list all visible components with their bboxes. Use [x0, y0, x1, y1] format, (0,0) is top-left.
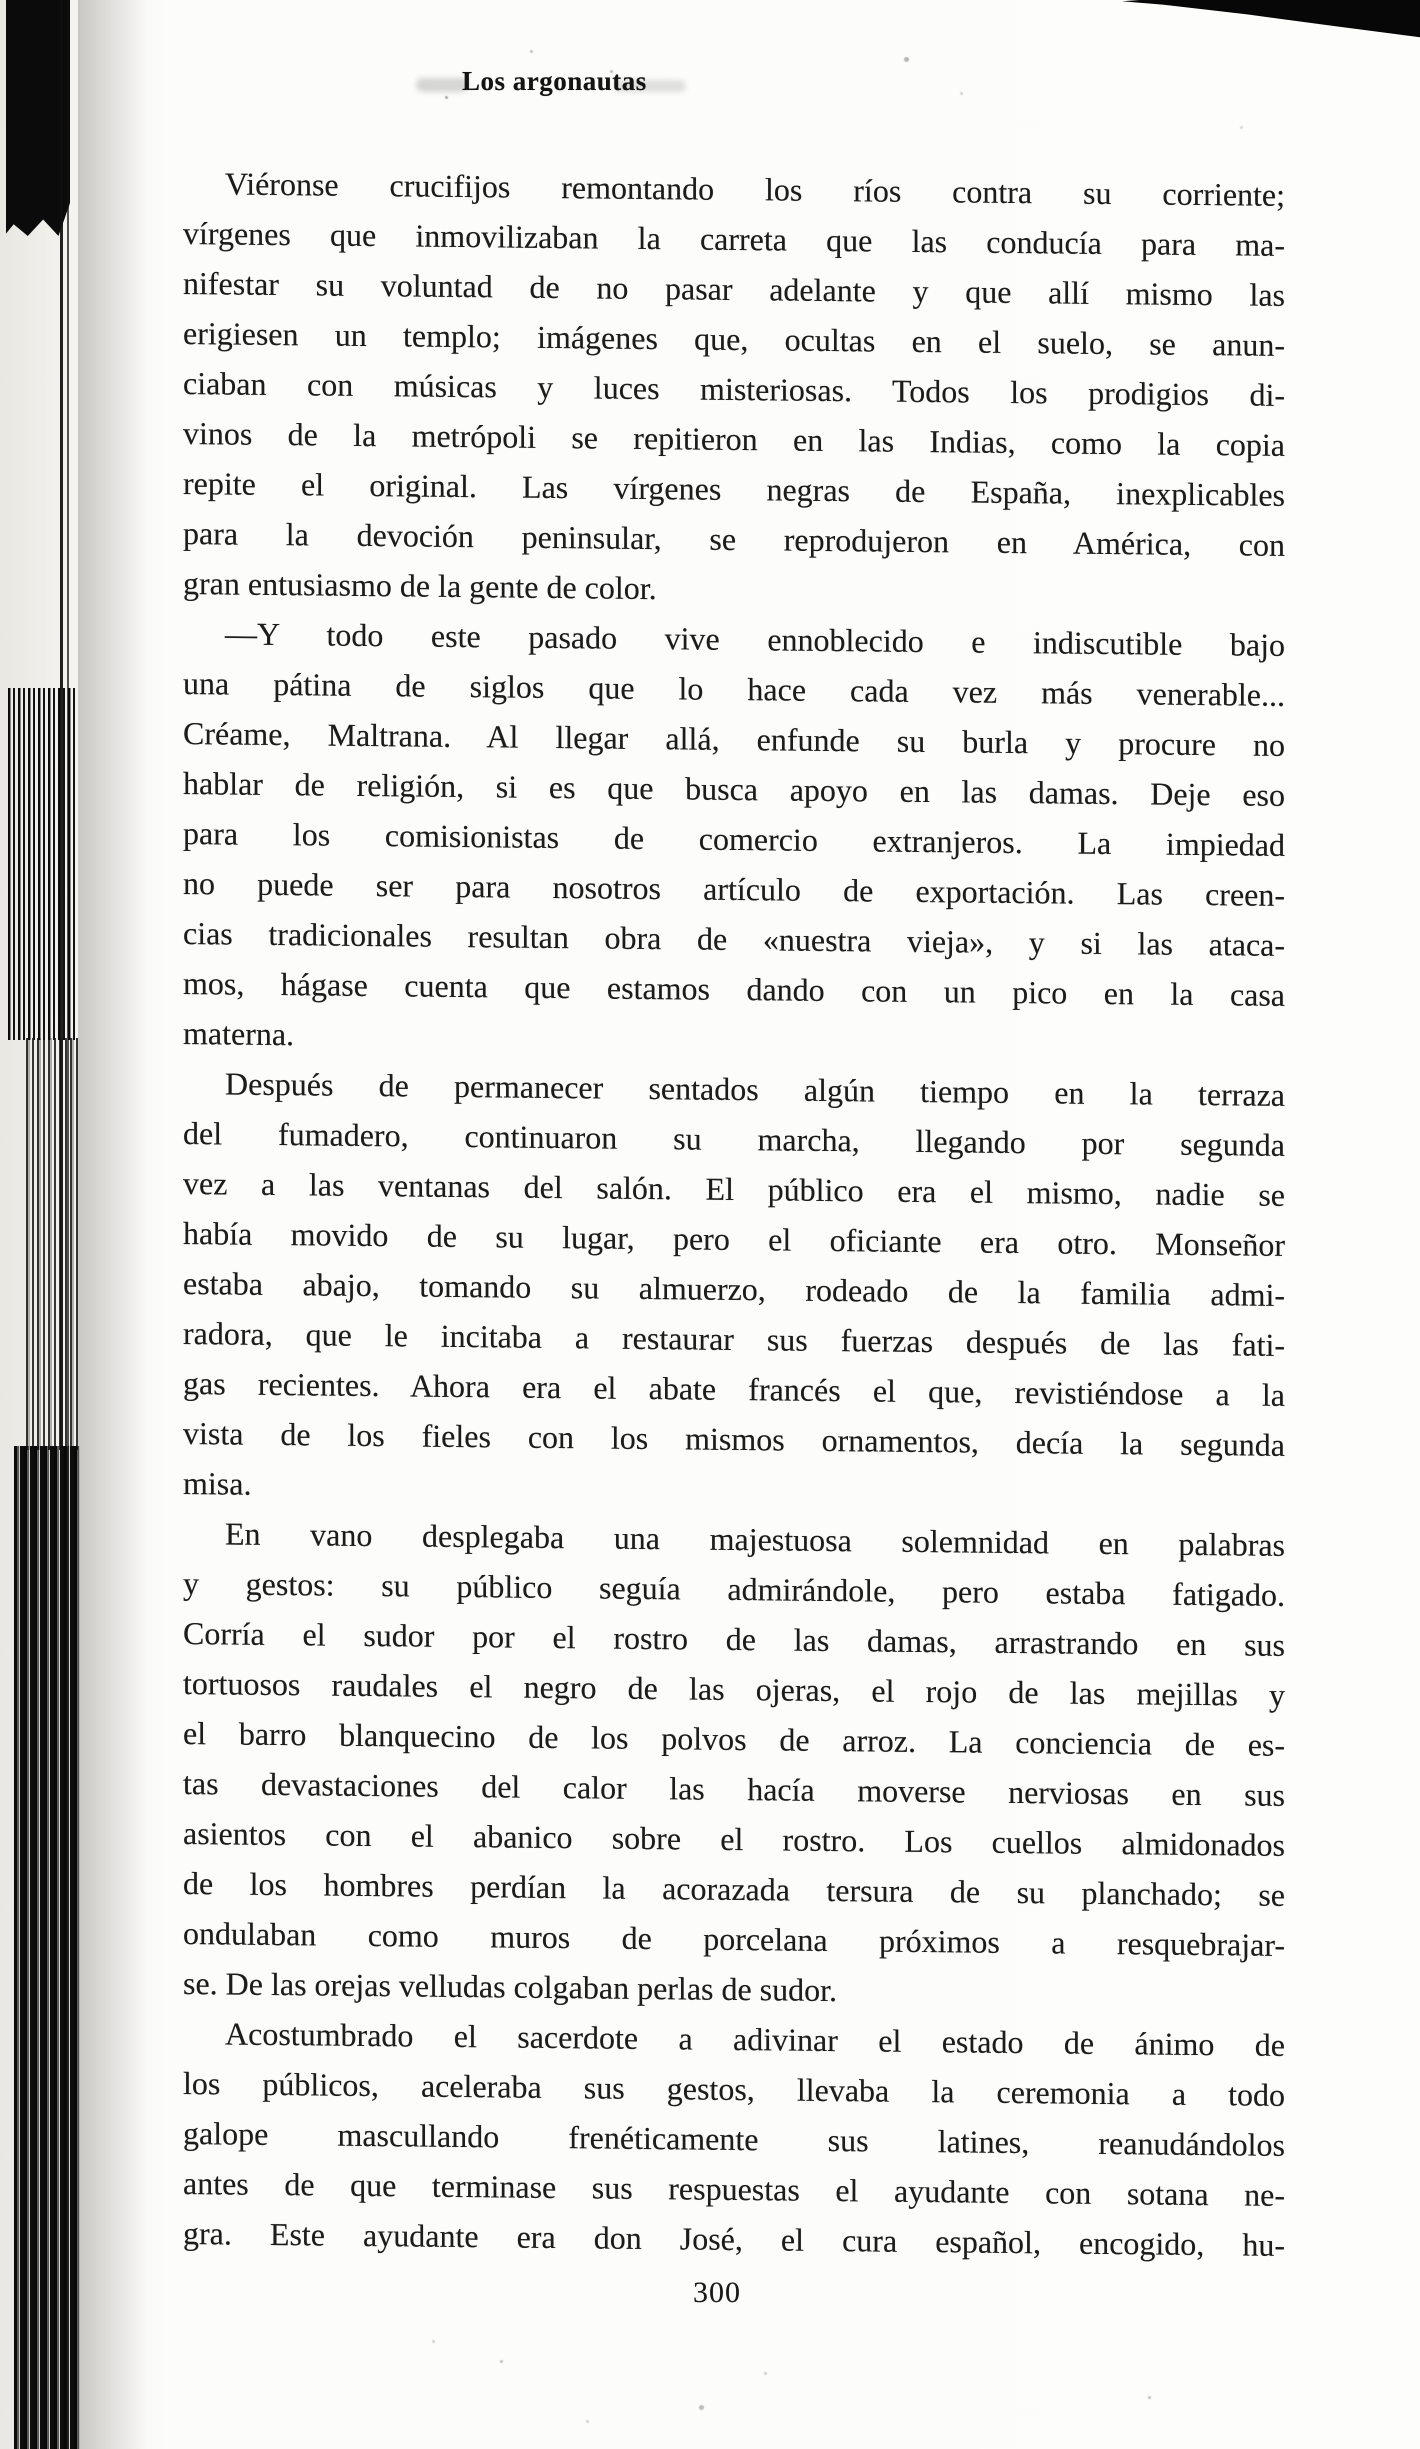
text-line: En vano desplegaba una majestuosa solemnidad en palabras: [225, 1515, 1285, 1563]
text-line: nifestar su voluntad de no pasar adelante y que allí mismo las: [183, 265, 1285, 313]
text-line: gas recientes. Ahora era el abate francés el que, revistiéndose a la: [183, 1365, 1285, 1413]
text-line: no puede ser para nosotros artículo de exportación. Las creen-: [183, 865, 1285, 913]
text-line: asientos con el abanico sobre el rostro. Los cuellos almidonados: [183, 1815, 1285, 1863]
text-line: misa.: [183, 1465, 252, 1502]
binding-smear-bottom: [14, 1446, 80, 2449]
text-line: el barro blanquecino de los polvos de arroz. La conciencia de es-: [183, 1715, 1285, 1763]
text-line: materna.: [183, 1015, 295, 1053]
text-line: erigiesen un templo; imágenes que, ocultas en el suelo, se anun-: [183, 315, 1285, 363]
text-line: vista de los fieles con los mismos ornamentos, decía la segunda: [183, 1415, 1285, 1463]
text-line: para la devoción peninsular, se reprodujeron en América, con: [183, 515, 1285, 563]
text-line: mos, hágase cuenta que estamos dando con un pico en la casa: [183, 965, 1285, 1013]
text-line: Corría el sudor por el rostro de las damas, arrastrando en sus: [183, 1615, 1285, 1663]
text-line: galope mascullando frenéticamente sus latines, reanudándolos: [183, 2115, 1285, 2163]
text-line: los públicos, aceleraba sus gestos, llevaba la ceremonia a todo: [183, 2065, 1285, 2113]
text-line: tas devastaciones del calor las hacía moverse nerviosas en sus: [183, 1765, 1285, 1813]
text-line: vez a las ventanas del salón. El público era el mismo, nadie se: [183, 1165, 1285, 1213]
text-line: tortuosos raudales el negro de las ojeras, el rojo de las mejillas y: [183, 1665, 1285, 1713]
page-number: 300: [693, 2276, 741, 2309]
text-line: vinos de la metrópoli se repitieron en las Indias, como la copia: [183, 415, 1285, 463]
text-line: gran entusiasmo de la gente de color.: [183, 565, 657, 607]
binding-edge-artifact: [0, 0, 100, 2449]
binding-smear-low: [26, 1038, 78, 1450]
running-title: Los argonautas: [462, 66, 647, 96]
scan-smudge: [416, 78, 468, 92]
text-line: estaba abajo, tomando su almuerzo, rodeado de la familia admi-: [183, 1265, 1285, 1313]
text-line: Viéronse crucifijos remontando los ríos contra su corriente;: [225, 165, 1285, 213]
binding-shadow: [78, 0, 148, 2449]
text-line: Acostumbrado el sacerdote a adivinar el estado de ánimo de: [225, 2015, 1285, 2063]
text-line: había movido de su lugar, pero el oficiante era otro. Monseñor: [183, 1215, 1285, 1263]
binding-smear-mid: [8, 688, 78, 1040]
text-line: radora, que le incitaba a restaurar sus fuerzas después de las fati-: [183, 1315, 1285, 1363]
text-line: ondulaban como muros de porcelana próximos a resquebrajar-: [183, 1915, 1285, 1963]
text-line: y gestos: su público seguía admirándole, pero estaba fatigado.: [183, 1565, 1285, 1613]
body-text: [183, 158, 1285, 2270]
text-line: antes de que terminase sus respuestas el ayudante con sotana ne-: [183, 2165, 1285, 2213]
text-line: repite el original. Las vírgenes negras de España, inexplicables: [183, 465, 1285, 513]
text-line: gra. Este ayudante era don José, el cura español, encogido, hu-: [183, 2215, 1285, 2263]
text-line: ciaban con músicas y luces misteriosas. Todos los prodigios di-: [183, 365, 1285, 413]
text-line: Créame, Maltrana. Al llegar allá, enfunde su burla y procure no: [183, 715, 1285, 763]
text-line: una pátina de siglos que lo hace cada vez más venerable...: [183, 665, 1285, 713]
text-line: —Y todo este pasado vive ennoblecido e indiscutible bajo: [225, 615, 1285, 663]
page-corner-mark: [1122, 0, 1420, 60]
text-line: del fumadero, continuaron su marcha, llegando por segunda: [183, 1115, 1285, 1163]
text-line: hablar de religión, si es que busca apoyo en las damas. Deje eso: [183, 765, 1285, 813]
text-line: cias tradicionales resultan obra de «nuestra vieja», y si las ataca-: [183, 915, 1285, 963]
text-line: Después de permanecer sentados algún tiempo en la terraza: [225, 1065, 1285, 1113]
text-line: de los hombres perdían la acorazada tersura de su planchado; se: [183, 1865, 1285, 1913]
text-line: se. De las orejas velludas colgaban perlas de sudor.: [183, 1965, 838, 2009]
text-line: vírgenes que inmovilizaban la carreta que las conducía para ma-: [183, 215, 1285, 263]
text-line: para los comisionistas de comercio extranjeros. La impiedad: [183, 815, 1285, 863]
